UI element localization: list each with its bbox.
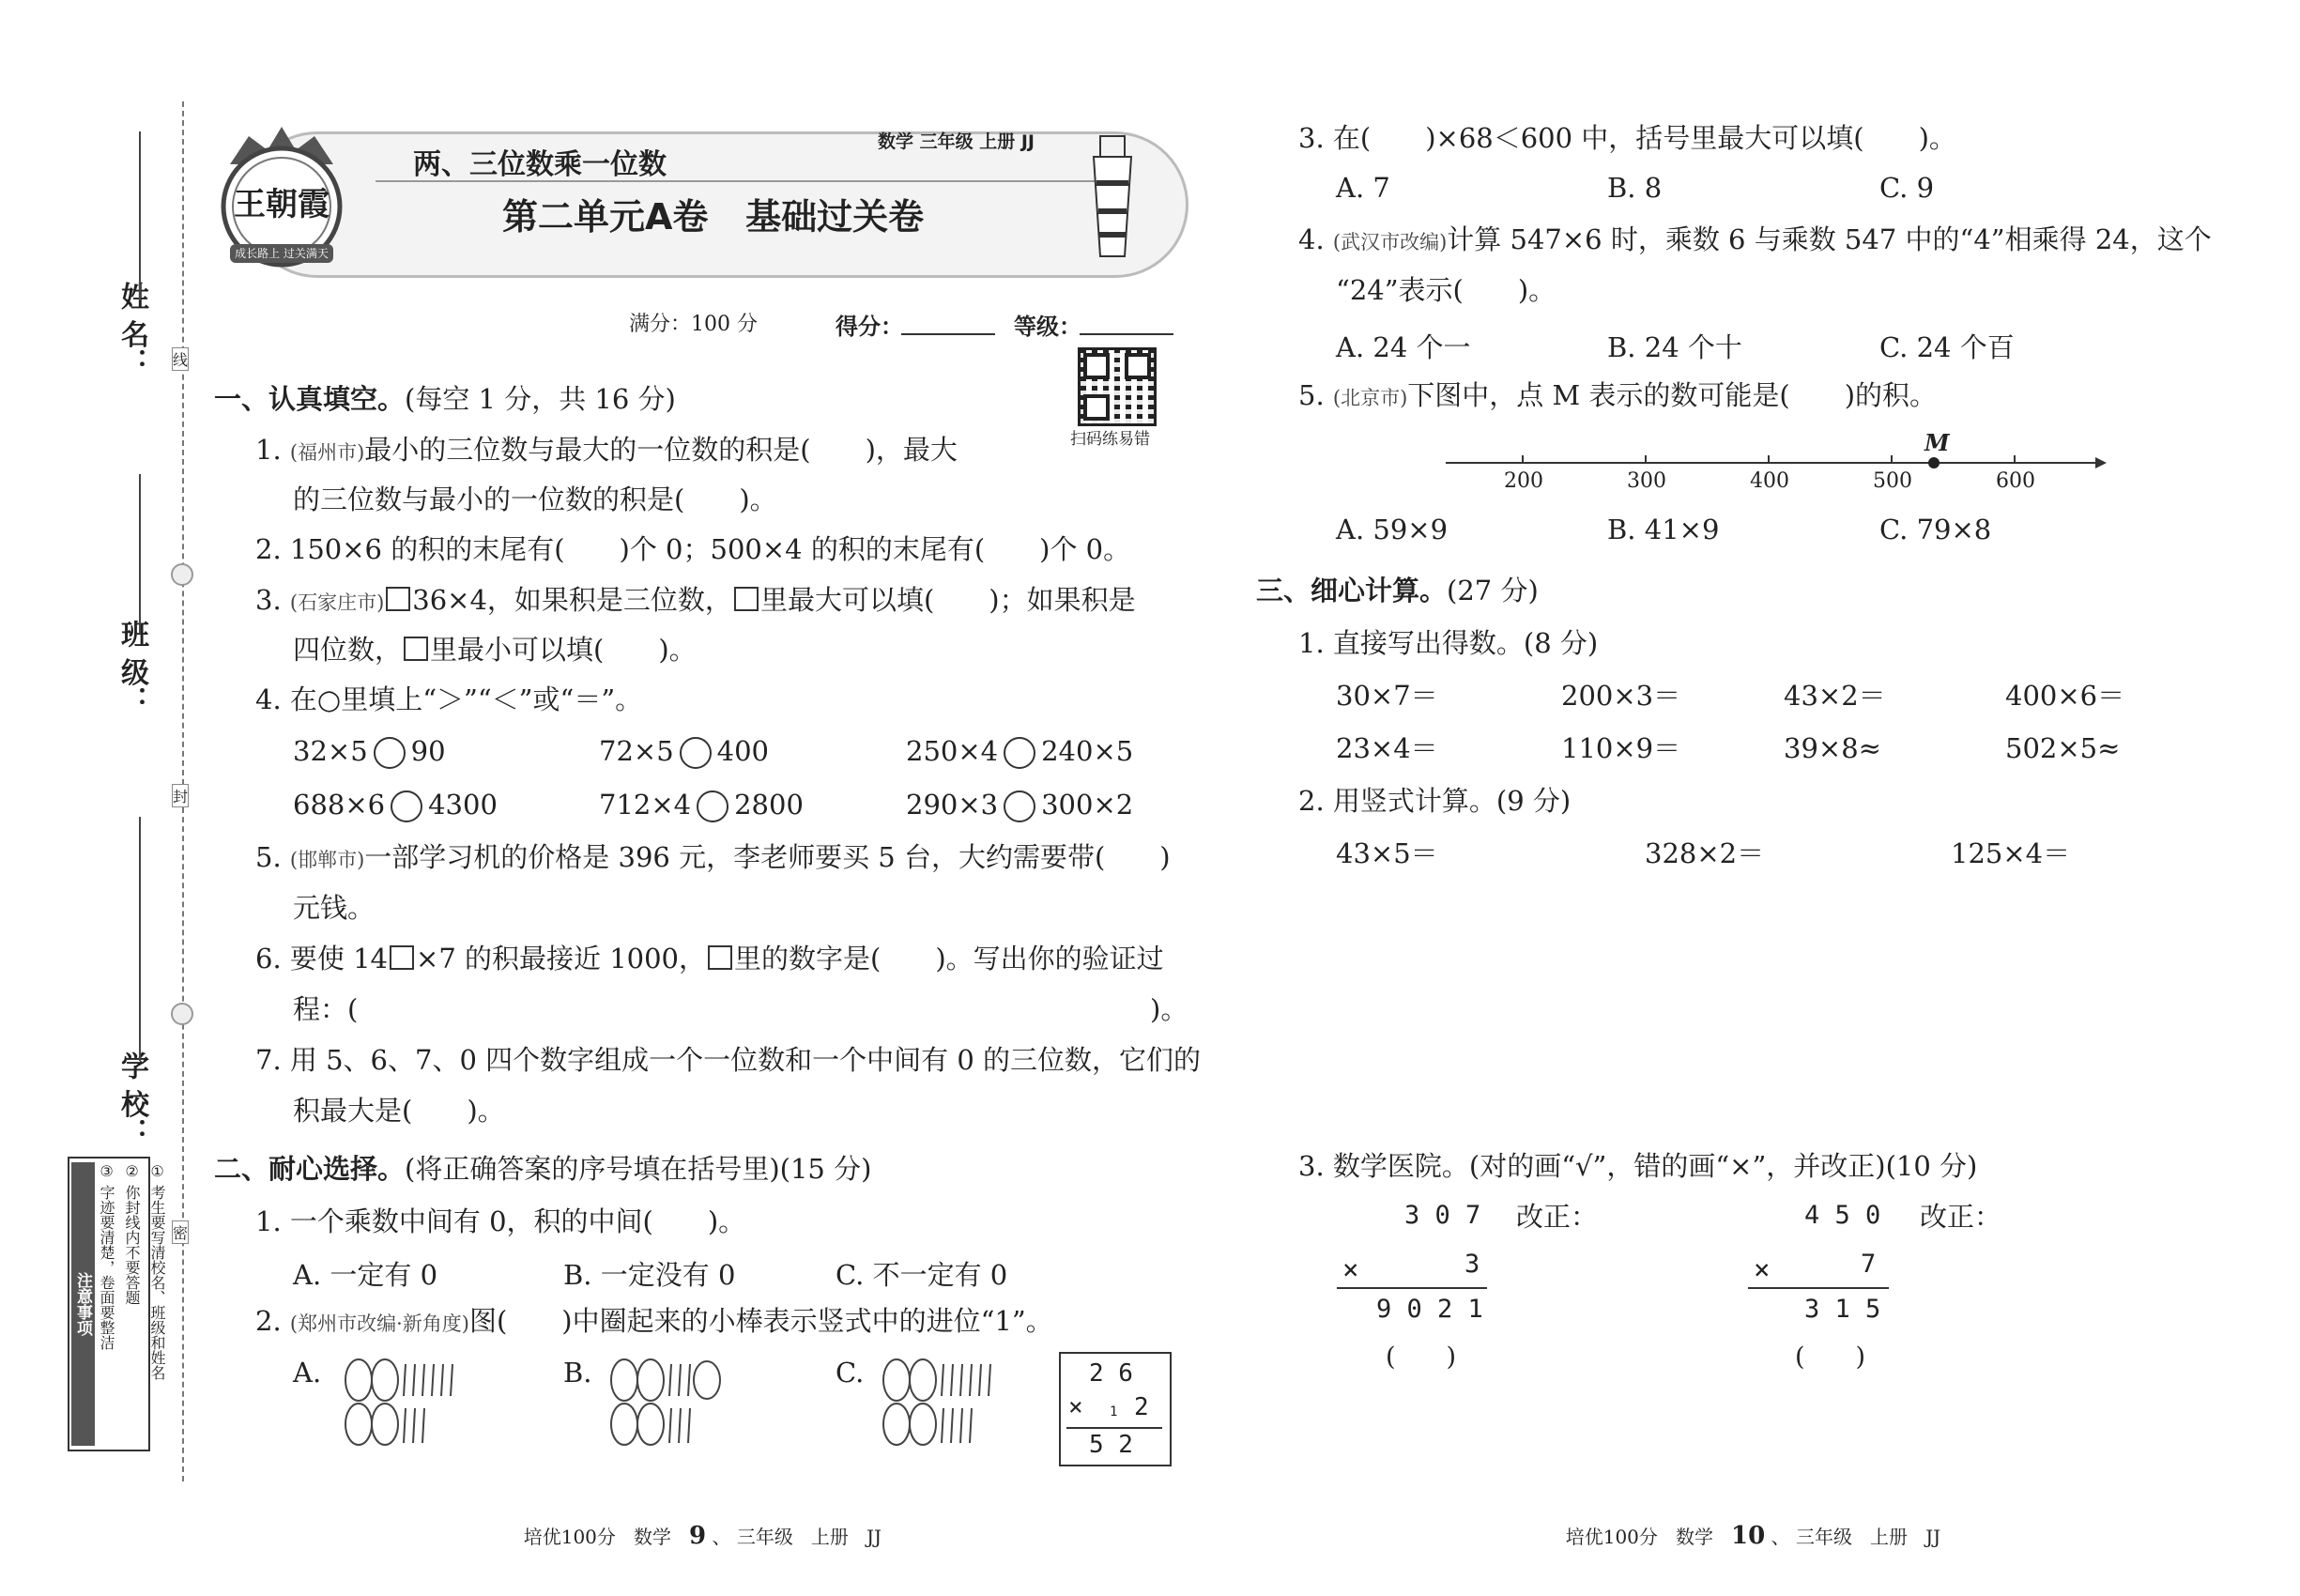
- sticks-figure-a: [340, 1357, 471, 1446]
- page-title: 第二单元A卷 基础过关卷: [502, 196, 925, 238]
- blank-square: [390, 945, 414, 970]
- option[interactable]: C. 不一定有 0: [836, 1259, 1008, 1291]
- brand-logo: [211, 113, 352, 272]
- option[interactable]: B. 41×9: [1607, 514, 1720, 545]
- calc-item: 39×8≈: [1784, 732, 1881, 764]
- s2-q5: 5. (北京市)下图中，点 M 表示的数可能是( )的积。: [1298, 379, 1938, 411]
- calc-mul: ×: [1342, 1253, 1359, 1285]
- calc-item: 23×4＝: [1336, 732, 1438, 764]
- score-label: 得分：: [836, 314, 903, 340]
- tick-label: 400: [1750, 469, 1789, 493]
- s2-q4: 4. (武汉市改编)计算 547×6 时，乘数 6 与乘数 547 中的“4”相乘得 24，这个: [1298, 223, 2212, 255]
- calc-item: 30×7＝: [1336, 680, 1438, 712]
- calc-result: 5 2: [1089, 1431, 1133, 1459]
- blank-square: [734, 587, 759, 611]
- option[interactable]: B.: [563, 1357, 592, 1389]
- calc-carry: 1: [1110, 1404, 1118, 1420]
- qr-code[interactable]: [1078, 347, 1157, 426]
- brand-name: 王朝霞: [234, 186, 330, 223]
- name-label: 姓 名：: [115, 282, 148, 376]
- compare-item: 688×6 4300: [293, 789, 498, 821]
- blank-square: [386, 587, 410, 611]
- calc-item: 125×4＝: [1951, 837, 2071, 869]
- cut-mark-line: 线: [172, 347, 189, 371]
- calc-result: 9 0 2 1: [1376, 1295, 1483, 1324]
- school-label: 学 校：: [115, 1051, 148, 1146]
- unit-subtitle: 两、三位数乘一位数: [413, 148, 667, 181]
- score-field[interactable]: [901, 333, 995, 335]
- tick-label: 300: [1627, 469, 1666, 493]
- compare-item: 712×4 2800: [599, 789, 804, 821]
- tick-label: 600: [1996, 469, 2035, 493]
- footer-left: 培优100分 数学 9 、 三年级 上册 JJ: [523, 1522, 882, 1550]
- blank-square: [708, 945, 732, 970]
- class-label: 班 级：: [115, 620, 148, 714]
- binding-hole: [171, 563, 193, 586]
- calc-item: 43×5＝: [1336, 837, 1438, 869]
- judge-paren[interactable]: ( ): [1795, 1343, 1866, 1372]
- tick-label: 200: [1504, 469, 1543, 493]
- s3-p2: 2. 用竖式计算。(9 分): [1298, 785, 1572, 817]
- note-item: ① 考生要写清校名、班级和姓名: [148, 1162, 166, 1381]
- fix-label: 改正：: [1920, 1201, 2002, 1233]
- calc-mul: ×: [1068, 1393, 1083, 1421]
- calc-mid: 3: [1464, 1250, 1480, 1279]
- s3-p1: 1. 直接写出得数。(8 分): [1298, 627, 1599, 659]
- s1-q6: 6. 要使 14 ×7 的积最接近 1000， 里的数字是( )。写出你的验证过: [255, 943, 1164, 974]
- s1-q3-cont: 四位数， 里最小可以填( )。: [293, 634, 697, 666]
- section1-heading: 一、认真填空。(每空 1 分，共 16 分): [214, 383, 676, 415]
- s1-q4: 4. 在○里填上“＞”“＜”或“＝”。: [255, 683, 643, 715]
- s1-q1-cont: 的三位数与最小的一位数的积是( )。: [293, 483, 777, 515]
- notes-title: 注意事项: [71, 1162, 95, 1446]
- s1-q6-cont: 程：(: [293, 993, 359, 1025]
- class-line: [139, 474, 141, 634]
- s1-q2: 2. 150×6 的积的末尾有( )个 0；500×4 的积的末尾有( )个 0。: [255, 533, 1131, 565]
- calc-item: 400×6＝: [2005, 680, 2125, 712]
- s1-q1: 1. (福州市)最小的三位数与最大的一位数的积是( )，最大: [255, 434, 958, 466]
- answer-circle[interactable]: [1004, 790, 1035, 822]
- option[interactable]: A. 7: [1336, 172, 1390, 204]
- calc-top: 2 6: [1089, 1359, 1133, 1388]
- calc-item: 502×5≈: [2005, 732, 2121, 764]
- s2-q4-cont: “24”表示( )。: [1336, 274, 1556, 306]
- option[interactable]: C. 24 个百: [1879, 331, 2015, 363]
- sticks-figure-b: [606, 1357, 737, 1446]
- answer-circle[interactable]: [680, 737, 712, 769]
- point-m-label: M: [1924, 429, 1950, 456]
- s1-q3: 3. (石家庄市) 36×4，如果积是三位数， 里最大可以填( )；如果积是: [255, 584, 1136, 616]
- option[interactable]: B. 8: [1607, 172, 1663, 204]
- calc-mid: 2: [1134, 1393, 1149, 1421]
- calc-top: 4 5 0: [1804, 1201, 1881, 1230]
- calc-mid: 7: [1861, 1250, 1877, 1279]
- vertical-calc-box: [1059, 1352, 1172, 1466]
- option[interactable]: C.: [836, 1357, 865, 1389]
- judge-paren[interactable]: ( ): [1386, 1343, 1457, 1372]
- school-line: [139, 817, 141, 1061]
- calc-top: 3 0 7: [1404, 1201, 1481, 1230]
- subtitle-underline: [376, 180, 1108, 182]
- s1-q7: 7. 用 5、6、7、0 四个数字组成一个一位数和一个中间有 0 的三位数，它们的: [255, 1044, 1202, 1076]
- qr-caption: 扫码练易错: [1070, 430, 1150, 449]
- compare-item: 32×5 90: [293, 735, 446, 767]
- cut-mark-closed: 密: [172, 1220, 189, 1244]
- compare-item: 250×4 240×5: [906, 735, 1134, 767]
- grade-field[interactable]: [1080, 333, 1173, 335]
- answer-circle[interactable]: [697, 790, 728, 822]
- brand-slogan: 成长路上 过关满天: [235, 247, 329, 260]
- option[interactable]: A.: [293, 1357, 322, 1389]
- header-meta: 数学 三年级 上册 JJ: [878, 131, 1035, 152]
- tick-label: 500: [1873, 469, 1912, 493]
- note-item: ③ 字迹要清楚，卷面要整洁: [98, 1162, 115, 1351]
- lighthouse-icon: [1080, 127, 1145, 262]
- full-score: 满分：100 分: [629, 313, 758, 336]
- answer-circle[interactable]: [391, 790, 422, 822]
- binding-hole: [171, 1003, 193, 1025]
- s1-q5-cont: 元钱。: [293, 892, 376, 924]
- answer-circle[interactable]: [1004, 737, 1035, 769]
- calc-mul: ×: [1754, 1253, 1771, 1285]
- option[interactable]: B. 一定没有 0: [563, 1259, 736, 1291]
- calc-item: 43×2＝: [1784, 680, 1886, 712]
- compare-item: 72×5 400: [599, 735, 770, 767]
- section3-heading: 三、细心计算。(27 分): [1256, 575, 1539, 606]
- notes-box: [68, 1157, 166, 1451]
- grade-label: 等级：: [1014, 314, 1081, 340]
- name-line: [139, 131, 141, 300]
- s1-q6-cont-end: )。: [1150, 993, 1188, 1025]
- note-item: ② 你封线内不要答题: [123, 1162, 141, 1306]
- option[interactable]: A. 24 个一: [1336, 331, 1471, 363]
- option[interactable]: A. 一定有 0: [293, 1259, 438, 1291]
- option[interactable]: C. 9: [1879, 172, 1935, 204]
- blank-square: [404, 637, 428, 661]
- s2-q3: 3. 在( )×68＜600 中，括号里最大可以填( )。: [1298, 122, 1956, 154]
- option[interactable]: C. 79×8: [1879, 514, 1992, 545]
- cut-mark-seal: 封: [172, 784, 189, 807]
- option[interactable]: B. 24 个十: [1607, 331, 1742, 363]
- number-line: [1436, 427, 2112, 502]
- footer-right: 培优100分 数学 10 、 三年级 上册 JJ: [1565, 1522, 1941, 1550]
- fix-label: 改正：: [1516, 1201, 1599, 1233]
- sticks-figure-c: [878, 1357, 1009, 1446]
- s1-q5: 5. (邯郸市)一部学习机的价格是 396 元，李老师要买 5 台，大约需要带( ): [255, 841, 1171, 873]
- s2-q2: 2. (郑州市改编·新角度)图( )中圈起来的小棒表示竖式中的进位“1”。: [255, 1305, 1053, 1337]
- calc-item: 110×9＝: [1561, 732, 1681, 764]
- option[interactable]: A. 59×9: [1336, 514, 1449, 545]
- compare-item: 290×3 300×2: [906, 789, 1134, 821]
- calc-item: 200×3＝: [1561, 680, 1681, 712]
- s2-q1: 1. 一个乘数中间有 0，积的中间( )。: [255, 1205, 746, 1237]
- s1-q7-cont: 积最大是( )。: [293, 1095, 505, 1127]
- calc-result: 3 1 5: [1804, 1295, 1881, 1324]
- section2-heading: 二、耐心选择。(将正确答案的序号填在括号里)(15 分): [214, 1153, 872, 1185]
- calc-item: 328×2＝: [1645, 837, 1765, 869]
- answer-circle[interactable]: [374, 737, 406, 769]
- s3-p3: 3. 数学医院。(对的画“√”，错的画“×”，并改正)(10 分): [1298, 1150, 1978, 1182]
